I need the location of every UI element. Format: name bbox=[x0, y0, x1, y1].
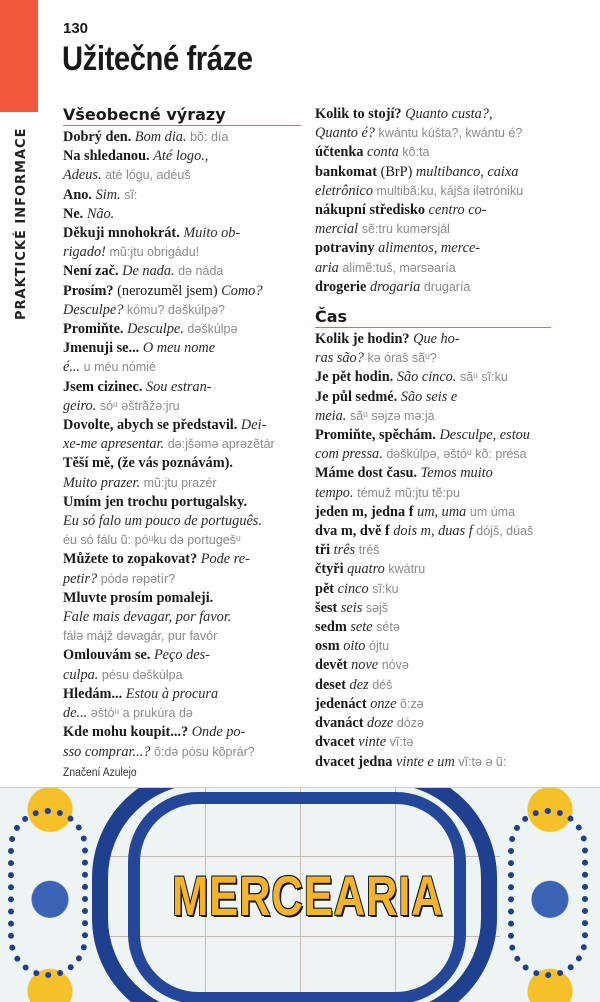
portuguese-phrase: O meu nome bbox=[142, 340, 216, 357]
czech-phrase: Děkuji mnohokrát. bbox=[63, 225, 180, 242]
portuguese-phrase: é... bbox=[63, 359, 81, 376]
czech-phrase: Umím jen trochu portugalsky. bbox=[63, 493, 248, 510]
czech-phrase: Těší mě, (že vás poznávám). bbox=[63, 455, 233, 472]
czech-phrase: Můžete to zopakovat? bbox=[63, 551, 198, 568]
pronunciation: fálə májž dəvagár, pur favór bbox=[63, 629, 218, 644]
right-column bbox=[315, 105, 551, 772]
portuguese-phrase: petir? bbox=[63, 570, 98, 587]
portuguese-phrase: alimentos, merce- bbox=[378, 240, 481, 257]
czech-phrase: potraviny bbox=[315, 240, 375, 257]
portuguese-phrase: Muito ob- bbox=[183, 225, 241, 242]
portuguese-phrase: drogaria bbox=[369, 278, 421, 295]
czech-phrase: Kolik to stojí? bbox=[315, 106, 402, 122]
pronunciation: éu só fálu ũ: póᵘku də portugešᵘ bbox=[63, 533, 241, 548]
pronunciation: kõ:ta bbox=[402, 145, 430, 160]
phrase-line bbox=[315, 407, 551, 426]
phrase-list-time bbox=[315, 330, 551, 772]
phrase-line bbox=[315, 522, 551, 541]
phrase-line bbox=[63, 704, 301, 723]
phrase-line bbox=[63, 646, 301, 665]
portuguese-phrase: quatro bbox=[347, 561, 385, 578]
phrase-line bbox=[63, 358, 301, 377]
portuguese-phrase: oito bbox=[343, 638, 366, 655]
phrase-line bbox=[63, 589, 301, 608]
portuguese-phrase: Fale mais devagar, por favor. bbox=[63, 609, 232, 626]
czech-phrase: účtenka bbox=[315, 144, 364, 161]
portuguese-phrase: Eu só falo um pouco de português. bbox=[63, 513, 262, 530]
section-heading-general: Všeobecné výrazy bbox=[63, 105, 301, 126]
phrase-line bbox=[315, 753, 551, 772]
portuguese-phrase: Não. bbox=[86, 205, 115, 222]
czech-phrase: Je půl sedmé. bbox=[315, 388, 398, 405]
pronunciation: səjš bbox=[365, 600, 389, 615]
phrase-line bbox=[63, 685, 301, 704]
phrase-line bbox=[63, 166, 301, 185]
portuguese-phrase: ras são? bbox=[315, 350, 364, 367]
portuguese-phrase: de... bbox=[63, 705, 88, 722]
czech-phrase: Jsem cizinec. bbox=[63, 378, 143, 395]
phrase-line bbox=[63, 397, 301, 416]
phrase-line bbox=[63, 320, 301, 339]
phrase-line bbox=[315, 426, 551, 445]
sign-text: MERCEARIA bbox=[172, 864, 444, 927]
pronunciation: sétə bbox=[376, 620, 400, 635]
phrase-line bbox=[315, 656, 551, 675]
portuguese-phrase: tempo. bbox=[315, 484, 354, 501]
pronunciation: dəškúlpə, əštóᵘ kõ: présa bbox=[386, 447, 527, 462]
czech-phrase: osm bbox=[315, 638, 340, 655]
portuguese-phrase: Peço des- bbox=[153, 647, 210, 664]
portuguese-phrase: vinte e um bbox=[396, 753, 455, 770]
portuguese-phrase: mercial bbox=[315, 221, 359, 238]
portuguese-phrase: Muito prazer. bbox=[63, 474, 141, 491]
pronunciation: tréš bbox=[358, 543, 380, 558]
phrase-line bbox=[315, 560, 551, 579]
pronunciation: vĩ:tə ə ũ: bbox=[458, 754, 507, 769]
phrase-line bbox=[63, 512, 301, 531]
note: (BrP) bbox=[380, 163, 413, 180]
czech-phrase: Ano. bbox=[63, 186, 92, 203]
czech-phrase: čtyři bbox=[315, 561, 344, 578]
czech-phrase: dva m, dvě f bbox=[315, 523, 390, 540]
phrase-line bbox=[63, 454, 301, 473]
phrase-line bbox=[63, 301, 301, 320]
phrase-line bbox=[63, 627, 301, 646]
czech-phrase: Kolik je hodin? bbox=[315, 331, 410, 348]
czech-phrase: jeden m, jedna f bbox=[315, 503, 414, 520]
portuguese-phrase: Adeus. bbox=[63, 167, 102, 184]
czech-phrase: Promiňte, spěchám. bbox=[315, 427, 436, 444]
phrase-line bbox=[315, 259, 551, 278]
phrase-line bbox=[315, 330, 551, 349]
czech-phrase: pět bbox=[315, 580, 335, 597]
portuguese-phrase: Desculpe? bbox=[63, 301, 124, 318]
phrase-list-shopping bbox=[315, 105, 551, 297]
czech-phrase: Promiňte. bbox=[63, 321, 124, 338]
note: (nerozuměl jsem) bbox=[117, 282, 218, 299]
czech-phrase: dvanáct bbox=[315, 715, 364, 732]
phrase-line bbox=[315, 599, 551, 618]
phrase-line bbox=[63, 262, 301, 281]
phrase-list-general bbox=[63, 128, 301, 762]
phrase-line bbox=[63, 474, 301, 493]
czech-phrase: Je pět hodin. bbox=[315, 369, 394, 386]
portuguese-phrase: rigado! bbox=[63, 244, 106, 261]
czech-phrase: Prosím? bbox=[63, 282, 114, 299]
phrase-line bbox=[315, 541, 551, 560]
phrase-line bbox=[63, 608, 301, 627]
phrase-line bbox=[63, 224, 301, 243]
pronunciation: əštóᵘ a prukúra də bbox=[90, 706, 193, 721]
portuguese-phrase: cinco bbox=[337, 580, 369, 597]
czech-phrase: Kde mohu koupit...? bbox=[63, 724, 189, 741]
portuguese-phrase: meia. bbox=[315, 407, 347, 424]
portuguese-phrase: Quanto custa?, bbox=[405, 106, 493, 122]
phrase-line bbox=[315, 105, 551, 124]
pronunciation: kə óraš sãᵘ? bbox=[367, 351, 437, 366]
portuguese-phrase: vinte bbox=[358, 734, 387, 751]
phrase-line bbox=[315, 464, 551, 483]
portuguese-phrase: seis bbox=[340, 599, 363, 616]
tile-ornament-left bbox=[0, 788, 100, 1002]
page-number: 130 bbox=[63, 20, 89, 37]
pronunciation: pódə rəpətír? bbox=[100, 571, 176, 586]
phrase-line bbox=[63, 205, 301, 224]
phrase-line bbox=[315, 714, 551, 733]
portuguese-phrase: eletrônico bbox=[315, 182, 373, 199]
portuguese-phrase: De nada. bbox=[122, 263, 175, 280]
czech-phrase: sedm bbox=[315, 619, 347, 636]
phrase-line bbox=[63, 243, 301, 262]
tile-ornament-right bbox=[500, 788, 600, 1002]
pronunciation: sĩ: bbox=[124, 187, 138, 202]
portuguese-phrase: dois m, duas f bbox=[393, 523, 473, 540]
pronunciation: kómu? dəškúlpə? bbox=[126, 302, 225, 317]
pronunciation: mũ:jtu obrigádu! bbox=[109, 245, 200, 260]
portuguese-phrase: Sim. bbox=[95, 186, 121, 203]
page-title: Užitečné fráze bbox=[62, 40, 253, 78]
czech-phrase: Omlouvám se. bbox=[63, 647, 151, 664]
phrase-line bbox=[63, 378, 301, 397]
phrase-line bbox=[315, 124, 551, 143]
czech-phrase: jedenáct bbox=[315, 695, 367, 712]
pronunciation: déš bbox=[372, 677, 393, 692]
phrase-line bbox=[315, 618, 551, 637]
portuguese-phrase-alt: caixa bbox=[487, 163, 519, 180]
pronunciation: drugaría bbox=[423, 279, 471, 294]
phrase-line bbox=[315, 445, 551, 464]
portuguese-phrase: culpa. bbox=[63, 666, 99, 683]
phrase-line bbox=[315, 220, 551, 239]
czech-phrase: Hledám... bbox=[63, 685, 123, 702]
portuguese-phrase: xe-me apresentar. bbox=[63, 436, 165, 453]
pronunciation: pésu dəškúlpa bbox=[101, 667, 183, 682]
czech-phrase: deset bbox=[315, 676, 346, 693]
portuguese-phrase: Estou à procura bbox=[125, 685, 219, 702]
portuguese-phrase: Bom dia. bbox=[134, 129, 187, 145]
portuguese-phrase: três bbox=[333, 542, 356, 559]
pronunciation: bõ: día bbox=[190, 130, 229, 144]
portuguese-phrase: centro co- bbox=[428, 202, 487, 219]
section-heading-time: Čas bbox=[315, 307, 551, 328]
portuguese-phrase: sso comprar...? bbox=[63, 743, 151, 760]
portuguese-phrase: geiro. bbox=[63, 397, 97, 414]
portuguese-phrase: onze bbox=[370, 695, 397, 712]
phrase-line bbox=[315, 143, 551, 162]
phrase-line bbox=[315, 163, 551, 182]
phrase-line bbox=[63, 743, 301, 762]
pronunciation: u méu nómié bbox=[83, 360, 156, 375]
photo-caption: Značení Azulejo bbox=[63, 767, 137, 779]
phrase-line bbox=[315, 239, 551, 258]
chapter-side-label: PRAKTICKÉ INFORMACE bbox=[14, 127, 29, 320]
pronunciation: ójtu bbox=[369, 639, 390, 654]
portuguese-phrase: Pode re- bbox=[200, 551, 250, 568]
czech-phrase: Dobrý den. bbox=[63, 129, 132, 145]
phrase-line bbox=[315, 503, 551, 522]
pronunciation: nóvə bbox=[381, 658, 409, 673]
pronunciation: vĩ:tə bbox=[389, 735, 414, 750]
portuguese-phrase: Que ho- bbox=[413, 331, 460, 348]
phrase-line bbox=[315, 368, 551, 387]
phrase-line bbox=[63, 435, 301, 454]
czech-phrase: Mluvte prosím pomaleji. bbox=[63, 589, 214, 606]
portuguese-phrase: doze bbox=[367, 715, 394, 732]
left-column bbox=[63, 105, 301, 762]
portuguese-phrase: Quanto é? bbox=[315, 125, 375, 142]
czech-phrase: šest bbox=[315, 599, 338, 616]
phrase-line bbox=[63, 416, 301, 435]
portuguese-phrase: aria bbox=[315, 259, 339, 276]
pronunciation: də:jšəmə aprəzẽtár bbox=[167, 437, 275, 452]
portuguese-phrase: Desculpe, estou bbox=[439, 427, 530, 444]
portuguese-phrase: Temos muito bbox=[420, 465, 493, 482]
czech-phrase: Jmenuji se... bbox=[63, 340, 140, 357]
pronunciation: õ:zə bbox=[400, 696, 424, 711]
pronunciation: até lógu, adéuš bbox=[105, 168, 191, 183]
czech-phrase: nákupní středisko bbox=[315, 202, 426, 219]
pronunciation: dójš, dúaš bbox=[476, 524, 534, 539]
pronunciation: dózə bbox=[396, 716, 424, 731]
phrase-line bbox=[315, 637, 551, 656]
azulejo-photo bbox=[0, 787, 600, 1002]
phrase-line bbox=[315, 580, 551, 599]
phrase-line bbox=[63, 186, 301, 205]
czech-phrase: Není zač. bbox=[63, 263, 119, 280]
phrase-line bbox=[315, 278, 551, 297]
phrase-line bbox=[63, 531, 301, 550]
phrase-line bbox=[63, 493, 301, 512]
portuguese-phrase: Sou estran- bbox=[145, 378, 212, 395]
phrase-line bbox=[315, 733, 551, 752]
phrase-line bbox=[63, 147, 301, 166]
czech-phrase: Na shledanou. bbox=[63, 148, 150, 165]
phrase-line bbox=[63, 128, 301, 147]
chapter-accent-bar bbox=[0, 0, 38, 112]
czech-phrase: Máme dost času. bbox=[315, 465, 418, 482]
portuguese-phrase: Desculpe. bbox=[127, 321, 184, 338]
phrase-line bbox=[315, 201, 551, 220]
pronunciation: sĩ:ku bbox=[372, 581, 399, 596]
pronunciation: multibã:ku, kájša ilətróniku bbox=[376, 183, 524, 198]
portuguese-phrase: Dei- bbox=[240, 417, 267, 434]
portuguese-phrase: Como? bbox=[221, 282, 263, 299]
phrase-line bbox=[315, 349, 551, 368]
phrase-line bbox=[63, 339, 301, 358]
portuguese-phrase: multibanco, bbox=[415, 163, 484, 180]
pronunciation: õ:də pósu kõprár? bbox=[153, 744, 255, 759]
portuguese-phrase: nove bbox=[351, 657, 379, 674]
phrase-line bbox=[63, 666, 301, 685]
portuguese-phrase: com pressa. bbox=[315, 446, 383, 463]
czech-phrase: bankomat bbox=[315, 163, 377, 180]
phrase-line bbox=[315, 695, 551, 714]
portuguese-phrase: dez bbox=[349, 676, 369, 693]
portuguese-phrase: um, uma bbox=[417, 503, 467, 520]
pronunciation: kwántu kúšta?, kwántu é? bbox=[378, 126, 523, 141]
pronunciation: sẽ:tru kumərsjál bbox=[361, 222, 450, 237]
czech-phrase: dvacet bbox=[315, 734, 355, 751]
pronunciation: kwátru bbox=[388, 562, 426, 577]
phrase-line bbox=[63, 282, 301, 301]
czech-phrase: tři bbox=[315, 542, 331, 559]
pronunciation: témuž mũ:jtu tẽ:pu bbox=[357, 485, 460, 500]
phrase-line bbox=[63, 570, 301, 589]
pronunciation: sóᵘ əštrãžə:jru bbox=[99, 398, 180, 413]
pronunciation: alimẽ:tuš, mərsəaría bbox=[342, 260, 456, 275]
czech-phrase: Dovolte, abych se představil. bbox=[63, 417, 238, 434]
czech-phrase: devět bbox=[315, 657, 348, 674]
portuguese-phrase: São seis e bbox=[400, 388, 458, 405]
pronunciation: um úma bbox=[469, 504, 516, 519]
portuguese-phrase: Até logo., bbox=[153, 148, 209, 165]
phrase-line bbox=[315, 484, 551, 503]
czech-phrase: dvacet jedna bbox=[315, 753, 393, 770]
pronunciation: sãᵘ sĩ:ku bbox=[459, 370, 508, 385]
pronunciation: sãᵘ səjzə mə:ja bbox=[349, 408, 435, 423]
phrase-line bbox=[315, 388, 551, 407]
portuguese-phrase: Onde po- bbox=[191, 724, 246, 741]
pronunciation: mũ:jtu prazér bbox=[143, 475, 217, 490]
portuguese-phrase: conta bbox=[367, 144, 399, 161]
pronunciation: də náda bbox=[178, 264, 224, 279]
portuguese-phrase: sete bbox=[350, 619, 373, 636]
czech-phrase: Ne. bbox=[63, 205, 84, 222]
phrase-line bbox=[63, 723, 301, 742]
phrase-line bbox=[63, 550, 301, 569]
phrase-line bbox=[315, 676, 551, 695]
portuguese-phrase: São cinco. bbox=[396, 369, 457, 386]
phrase-line bbox=[315, 182, 551, 201]
pronunciation: dəškúlpə bbox=[187, 322, 238, 337]
czech-phrase: drogerie bbox=[315, 278, 367, 295]
